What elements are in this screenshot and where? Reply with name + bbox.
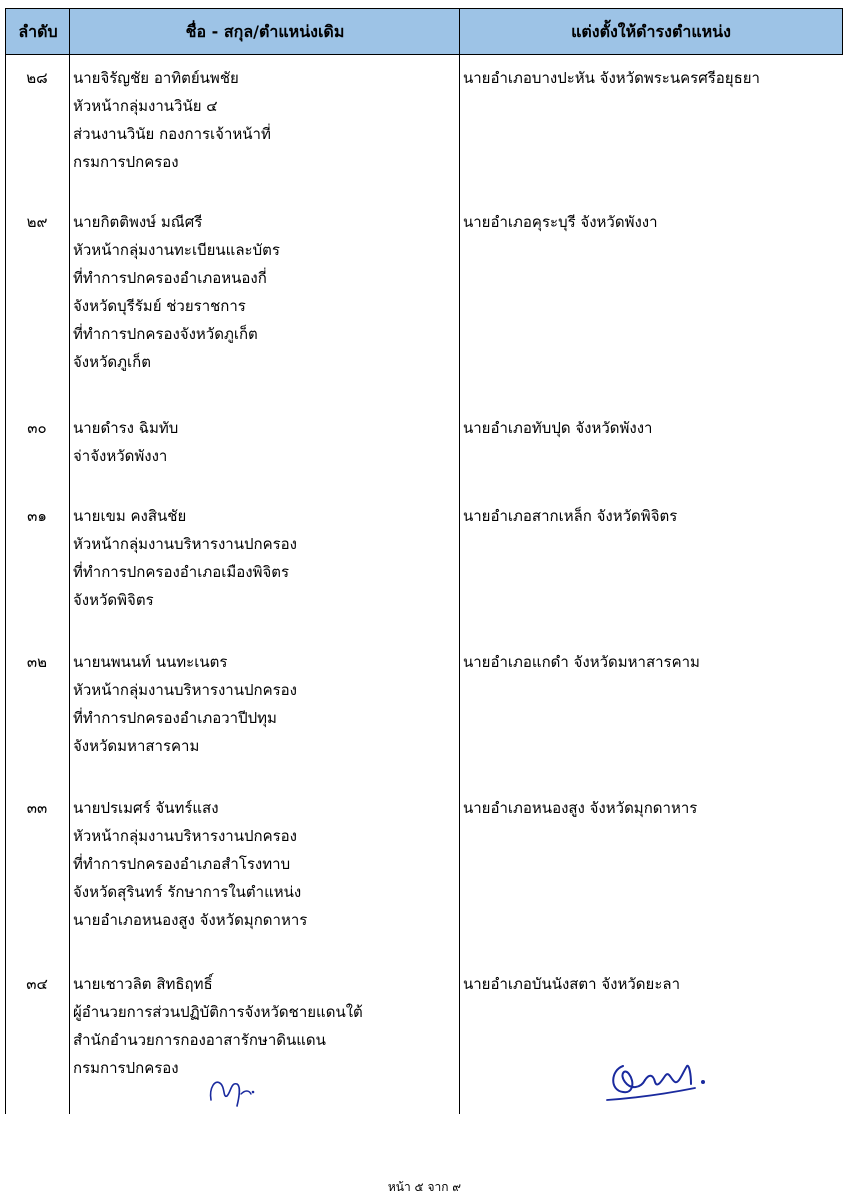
original-position (73, 970, 457, 1082)
original-line: ที่ทำการปกครองอำเภอวาปีปทุม (73, 709, 277, 727)
appointed-position: นายอำเภอแกดำ จังหวัดมหาสารคาม (463, 653, 700, 671)
original-line: นายเขม คงสินชัย (73, 507, 187, 525)
appointment-table (5, 8, 843, 1114)
table-border-right (842, 8, 843, 55)
row-number: ๒๙ (26, 213, 48, 231)
original-position (73, 648, 457, 760)
original-line: นายนพนนท์ นนทะเนตร (73, 653, 228, 671)
original-line: ที่ทำการปกครองจังหวัดภูเก็ต (73, 325, 258, 343)
original-line: นายกิตติพงษ์ มณีศรี (73, 213, 203, 231)
original-line: ที่ทำการปกครองอำเภอเมืองพิจิตร (73, 563, 290, 581)
signature (605, 1052, 725, 1108)
column-divider-2 (459, 8, 460, 1114)
original-line: นายจิรัญชัย อาทิตย์นพชัย (73, 69, 239, 87)
original-position (73, 502, 457, 614)
row-number: ๓๐ (27, 419, 47, 437)
original-line: หัวหน้ากลุ่มงานทะเบียนและบัตร (73, 241, 280, 259)
row-number: ๓๓ (26, 799, 48, 817)
row-number: ๓๔ (26, 975, 48, 993)
column-divider-1 (69, 8, 70, 1114)
original-line: นายเชาวลิต สิทธิฤทธิ์ (73, 975, 213, 993)
original-line: นายอำเภอหนองสูง จังหวัดมุกดาหาร (73, 911, 308, 929)
appointed-position: นายอำเภอสากเหล็ก จังหวัดพิจิตร (463, 507, 678, 525)
original-line: จ่าจังหวัดพังงา (73, 447, 168, 465)
original-line: จังหวัดภูเก็ต (73, 353, 152, 371)
original-line: หัวหน้ากลุ่มงานวินัย ๔ (73, 97, 218, 115)
original-line: หัวหน้ากลุ่มงานบริหารงานปกครอง (73, 827, 298, 845)
original-line: ที่ทำการปกครองอำเภอสำโรงทาบ (73, 855, 291, 873)
original-line: หัวหน้ากลุ่มงานบริหารงานปกครอง (73, 535, 298, 553)
original-line: ที่ทำการปกครองอำเภอหนองกี่ (73, 269, 267, 287)
original-line: จังหวัดพิจิตร (73, 591, 154, 609)
appointed-position: นายอำเภอหนองสูง จังหวัดมุกดาหาร (463, 799, 698, 817)
appointed-position: นายอำเภอคุระบุรี จังหวัดพังงา (463, 213, 658, 231)
original-line: จังหวัดสุรินทร์ รักษาการในตำแหน่ง (73, 883, 302, 901)
header-name: ชื่อ - สกุล/ตำแหน่งเดิม (185, 22, 345, 41)
header-appoint: แต่งตั้งให้ดำรงตำแหน่ง (571, 22, 731, 41)
original-line: กรมการปกครอง (73, 153, 179, 171)
page-number: หน้า ๕ จาก ๙ (387, 1180, 462, 1194)
row-number: ๓๑ (27, 507, 47, 525)
original-line: นายปรเมศร์ จันทร์แสง (73, 799, 219, 817)
original-line: นายดำรง ฉิมทับ (73, 419, 179, 437)
appointed-position: นายอำเภอทับปุด จังหวัดพังงา (463, 419, 653, 437)
table-header (5, 8, 843, 55)
original-position (73, 414, 457, 470)
row-number: ๒๘ (26, 69, 48, 87)
original-line: หัวหน้ากลุ่มงานบริหารงานปกครอง (73, 681, 298, 699)
original-position (73, 794, 457, 934)
original-line: ผู้อำนวยการส่วนปฏิบัติการจังหวัดชายแดนใต้ (73, 1003, 363, 1021)
header-no: ลำดับ (18, 22, 58, 41)
appointed-position: นายอำเภอบางปะหัน จังหวัดพระนครศรีอยุธยา (463, 69, 760, 87)
appointed-position: นายอำเภอบันนังสตา จังหวัดยะลา (463, 975, 680, 993)
initials-signature (205, 1070, 265, 1110)
original-line: สำนักอำนวยการกองอาสารักษาดินแดน (73, 1031, 326, 1049)
original-position (73, 208, 457, 376)
original-line: ส่วนงานวินัย กองการเจ้าหน้าที่ (73, 125, 271, 143)
table-border-left (5, 8, 6, 1114)
original-line: จังหวัดมหาสารคาม (73, 737, 200, 755)
row-number: ๓๒ (26, 653, 48, 671)
original-line: จังหวัดบุรีรัมย์ ช่วยราชการ (73, 297, 246, 315)
original-position (73, 64, 457, 176)
original-line: กรมการปกครอง (73, 1059, 179, 1077)
